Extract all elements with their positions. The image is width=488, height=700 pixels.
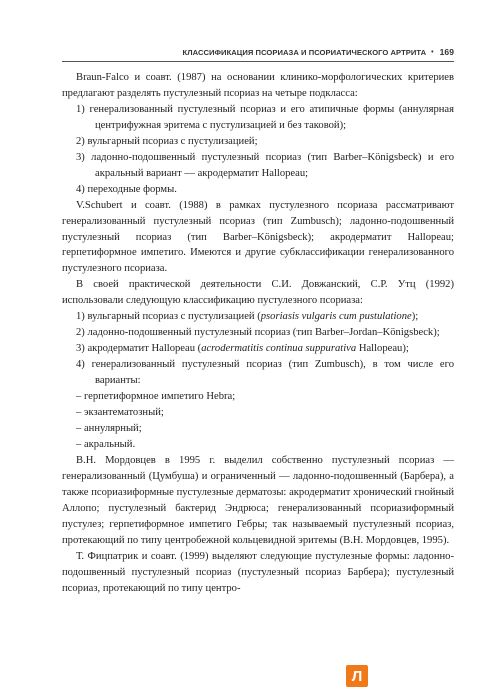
latin-term: acrodermatitis continua suppurativa [201, 343, 357, 355]
dash-item: – герпетиформное импетиго Hebra; [76, 391, 236, 403]
paragraph-braun-falco: Braun-Falco и соавт. (1987) на основании клинико-морфологических критериев предлагают разделять пустулезный псориаз на четыре подкласса: [62, 72, 454, 99]
paragraph-mordovtsev: В.Н. Мордовцев в 1995 г. выделил собственно пустулезный псориаз — генерализованный (Цумбуша) и ограниченный — ладонно-подошвенный (Барбера), а также псориазиформные пустулезные дерматозы: акродерматит хронический гнойный Аллопо; пустулезный бактерид Эндрюса; генерализованный псориазиформный пустулез; герпетиформное импетиго Гебры; так называемый пустулезный псориаз, протекающий по типу центробежной кольцевидной эритемы (В.Н. Мордовцев, 1995). [62, 454, 454, 546]
page-number: 169 [439, 47, 454, 57]
list-item: 1) генерализованный пустулезный псориаз и его атипичные формы (аннулярная центрифужная эритема с пустулизацией и без таковой); [76, 103, 454, 131]
list-item-text: ); [411, 311, 419, 323]
list-item: 3) ладонно-подошвенный пустулезный псориаз (тип Barber–Königsbeck) и его акральный вариант — акродерматит Hallopeau; [76, 151, 454, 179]
list-item: 2) вульгарный псориаз с пустулизацией; [76, 135, 258, 147]
paragraph-dovzhansky: В своей практической деятельности С.И. Довжанский, С.Р. Утц (1992) использовали следующую классификацию пустулезного псориаза: [62, 279, 454, 307]
latin-term: psoriasis vulgaris cum pustulatione [260, 311, 412, 323]
list-item: 4) переходные формы. [76, 183, 177, 195]
list-item-text: 1) вульгарный псориаз с пустулизацией ( [76, 311, 261, 323]
list-item [62, 341, 454, 357]
list-item-text: Hallopeau); [356, 343, 409, 355]
header-bullet: • [431, 48, 434, 56]
header-rule [62, 61, 454, 62]
list-item-text: 3) акродерматит Hallopeau ( [76, 343, 202, 355]
dash-item: – экзантематозный; [76, 407, 164, 419]
list-item [62, 309, 454, 325]
dash-item: – акральный. [76, 438, 136, 450]
paragraph-schubert: V.Schubert и соавт. (1988) в рамках пустулезного псориаза рассматривают генерализованный пустулезный псориаз (тип Zumbusch); ладонно-подошвенный пустулезный псориаз (тип Barber–Königsbeck); акродерматит Hallopeau; герпетиформное импетиго. Имеются и другие субклассификации генерализованного пустулезного псориаза. [62, 199, 454, 275]
running-header-title: КЛАССИФИКАЦИЯ ПСОРИАЗА И ПСОРИАТИЧЕСКОГО АРТРИТА [182, 47, 427, 57]
paragraph-fitzpatrick: Т. Фицпатрик и соавт. (1999) выделяют следующие пустулезные формы: ладонно-подошвенный пустулезный псориаз (пустулезный псориаз Барбера); пустулезный псориаз, протекающий по типу центро- [62, 550, 454, 594]
page-body [62, 70, 454, 596]
dash-item: – аннулярный; [76, 422, 142, 434]
publisher-logo-icon: Л [346, 665, 368, 687]
list-item: 2) ладонно-подошвенный пустулезный псориаз (тип Barber–Jordan–Königsbeck); [76, 327, 440, 339]
running-header [62, 44, 454, 60]
list-item: 4) генерализованный пустулезный псориаз (тип Zumbusch), в том числе его варианты: [76, 359, 454, 387]
